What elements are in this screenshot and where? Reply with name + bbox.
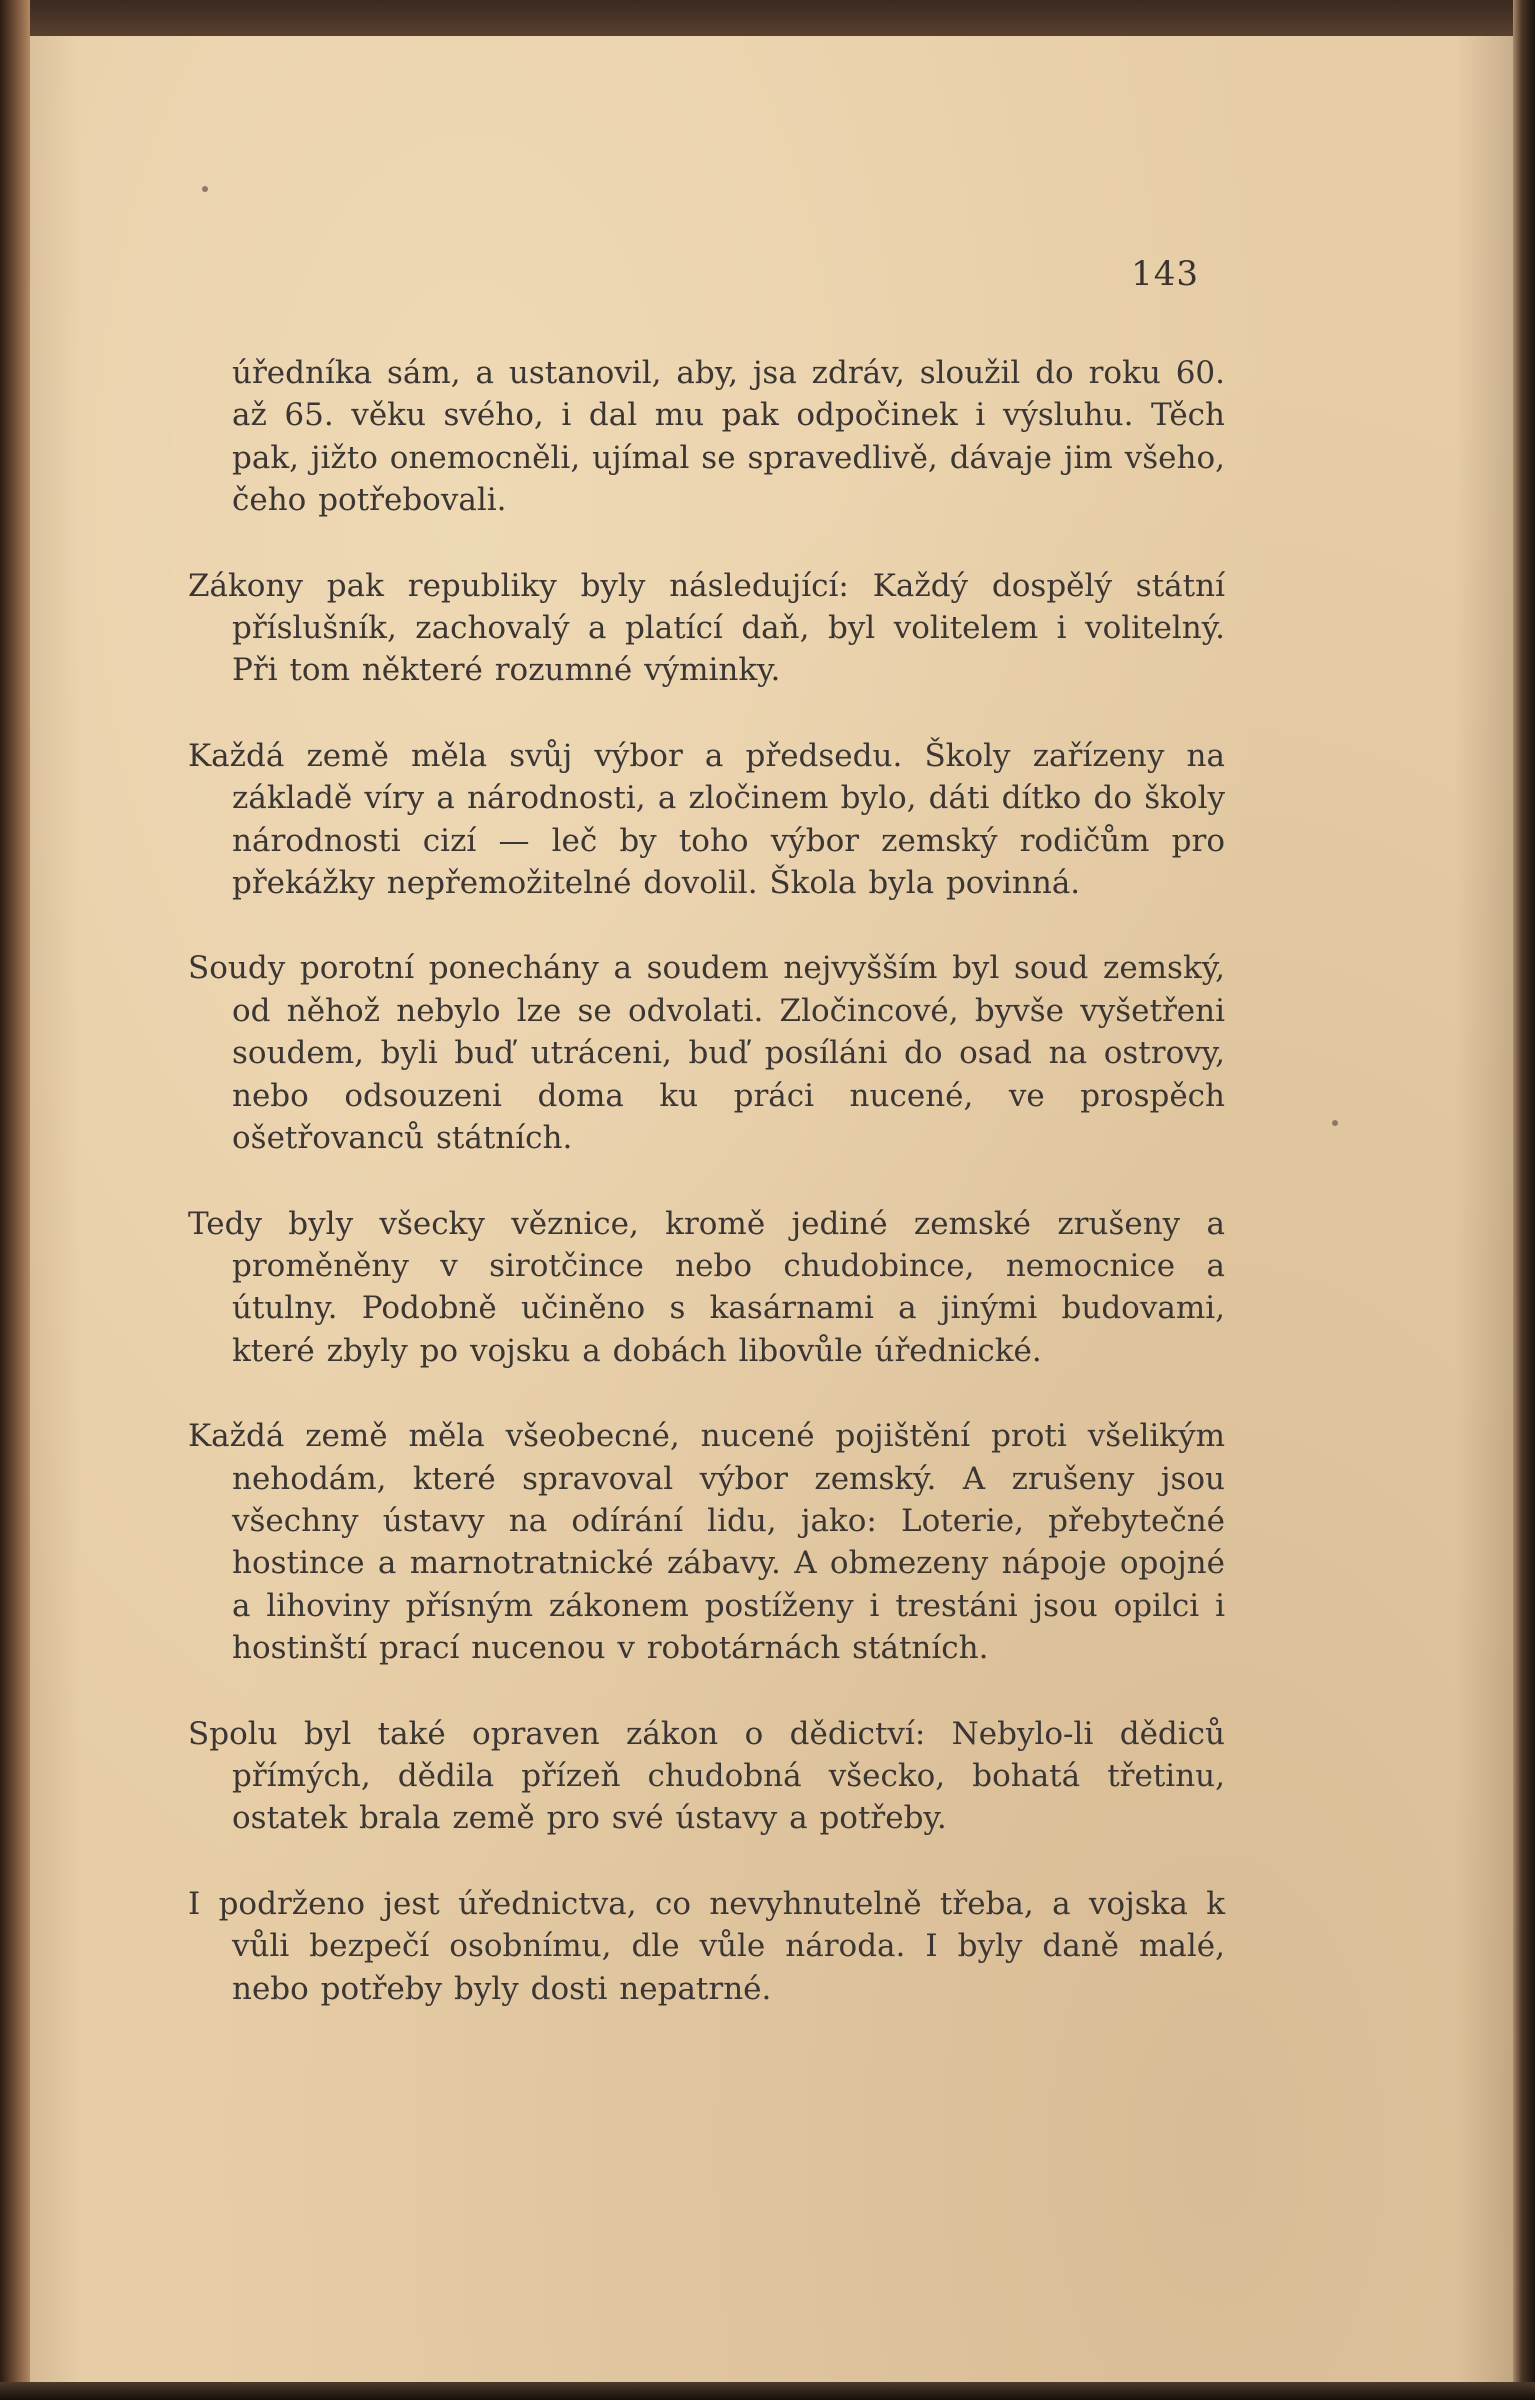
paragraph-courts: Soudy porotní ponechány a soudem nejvyšším byl soud zemský, od něhož nebylo lze se odvolati. Zločincové, byvše vyšetřeni soudem, byli buď utráceni, buď posíláni do osad na ostrovy, nebo odsouzeni doma ku práci nucené, ve prospěch ošetřovanců státních.	[188, 950, 1225, 1157]
paragraph-inheritance: Spolu byl také opraven zákon o dědictví: Nebylo-li dědiců přímých, dědila přízeň chudobná všecko, bohatá třetinu, ostatek brala země pro své ústavy a potřeby.	[188, 1715, 1225, 1837]
paper-speck	[202, 186, 208, 192]
paragraph-prisons: Tedy byly všecky věznice, kromě jediné zemské zrušeny a proměněny v sirotčince nebo chudobince, nemocnice a útulny. Podobně učiněno s kasárnami a jinými budovami, které zbyly po vojsku a dobách libovůle úřednické.	[188, 1205, 1225, 1369]
paper-speck	[1332, 1120, 1338, 1126]
paragraph-insurance: Každá země měla všeobecné, nucené pojištění proti všelikým nehodám, které spravoval výbor zemský. A zrušeny jsou všechny ústavy na odírání lidu, jako: Loterie, přebytečné hostince a marnotratnické zábavy. A obmezeny nápoje opojné a lihoviny přísným zákonem postíženy i trestáni jsou opilci i hostinští prací nucenou v robotárnách státních.	[188, 1418, 1225, 1667]
paragraph-laws: Zákony pak republiky byly následující: Každý dospělý státní příslušník, zachovalý a platící daň, byl volitelem i volitelný. Při tom některé rozumné výminky.	[188, 567, 1225, 689]
book-left-edge	[0, 0, 30, 2400]
paragraph-schools: Každá země měla svůj výbor a předsedu. Školy zařízeny na základě víry a národnosti, a zločinem bylo, dáti dítko do školy národnosti cizí — leč by toho výbor zemský rodičům pro překážky nepřemožitelné dovolil. Škola byla povinná.	[188, 737, 1225, 902]
paragraph-officials: I podrženo jest úřednictva, co nevyhnutelně třeba, a vojska k vůli bezpečí osobnímu, dle vůle národa. I byly daně malé, nebo potřeby byly dosti nepatrné.	[188, 1885, 1225, 2007]
paragraph-continuation: úředníka sám, a ustanovil, aby, jsa zdráv, sloužil do roku 60. až 65. věku svého, i dal mu pak odpočinek i výsluhu. Těch pak, jižto onemocněli, ujímal se spravedlivě, dávaje jim všeho, čeho potřebovali.	[232, 355, 1225, 519]
page-body	[188, 352, 1225, 2053]
book-right-edge	[1513, 0, 1535, 2400]
book-page	[22, 36, 1515, 2384]
page-number: 143	[1131, 254, 1199, 294]
book-top-edge	[0, 0, 1535, 40]
book-bottom-edge	[0, 2382, 1535, 2400]
